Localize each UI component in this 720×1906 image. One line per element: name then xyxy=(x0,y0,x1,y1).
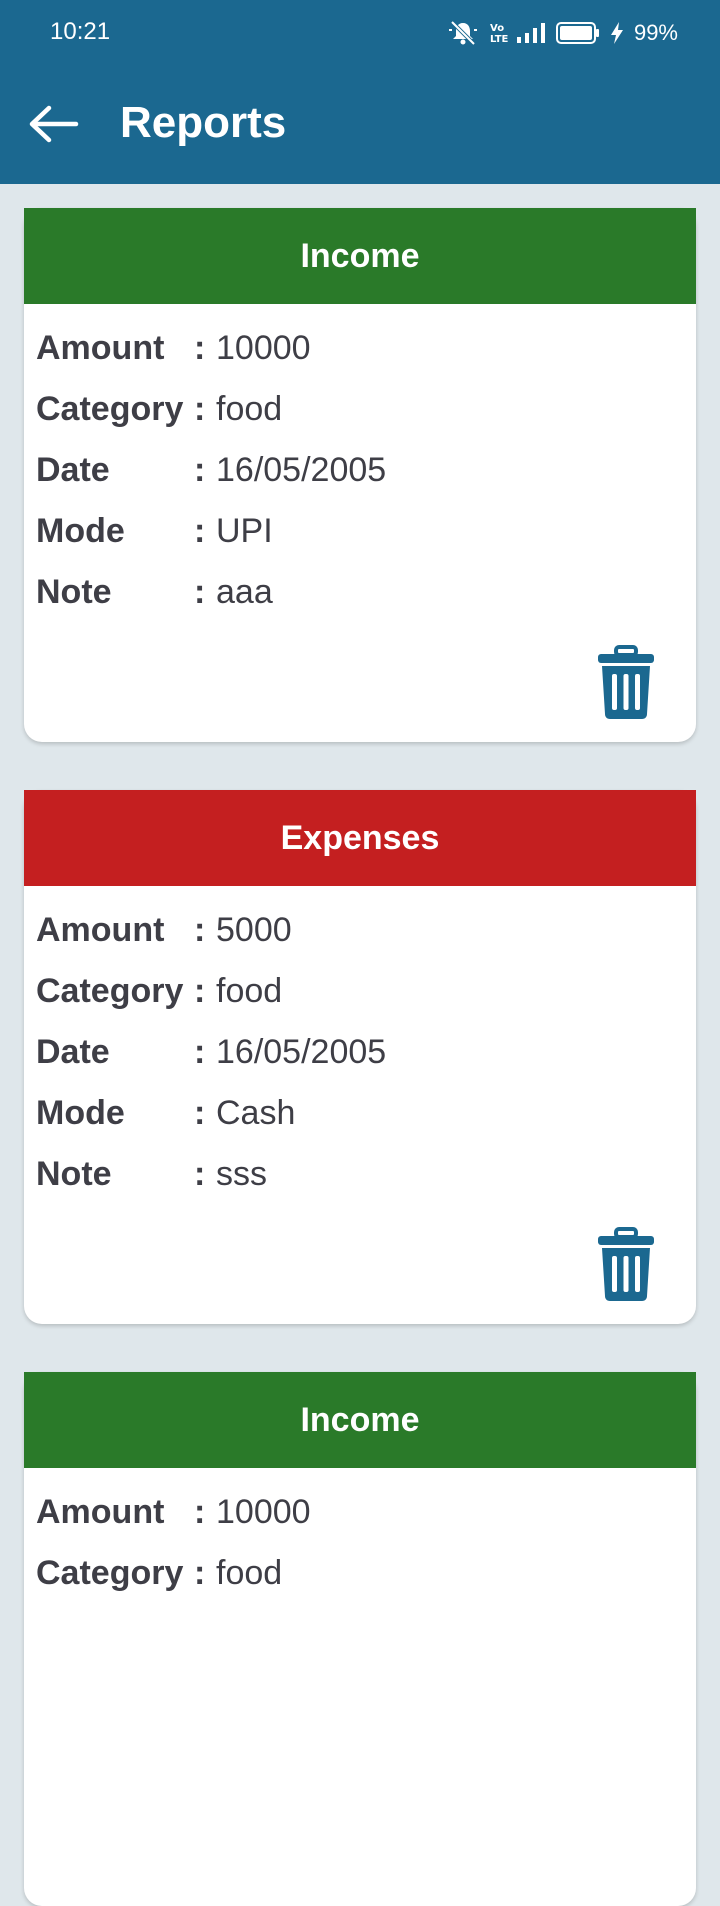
svg-text:LTE: LTE xyxy=(489,34,509,45)
charging-icon xyxy=(610,22,624,44)
note-label: Note xyxy=(36,573,112,611)
category-label: Category xyxy=(36,390,184,428)
separator: : xyxy=(194,1094,206,1132)
date-row xyxy=(36,440,684,501)
separator: : xyxy=(194,972,206,1010)
category-label: Category xyxy=(36,1554,184,1592)
category-value: food xyxy=(216,1554,283,1592)
report-type-header: Income xyxy=(24,208,696,304)
note-value: aaa xyxy=(216,573,273,611)
amount-value: 10000 xyxy=(216,1493,311,1531)
amount-row xyxy=(36,318,684,379)
mode-value: Cash xyxy=(216,1094,296,1132)
separator: : xyxy=(194,573,206,611)
trash-icon xyxy=(596,646,656,720)
report-card xyxy=(24,790,696,1324)
category-row xyxy=(36,961,684,1022)
separator: : xyxy=(194,329,206,367)
separator: : xyxy=(194,911,206,949)
report-card xyxy=(24,1372,696,1906)
note-row xyxy=(36,562,684,623)
separator: : xyxy=(194,1033,206,1071)
note-value: sss xyxy=(216,1155,267,1193)
mode-label: Mode xyxy=(36,1094,125,1132)
delete-button[interactable] xyxy=(596,646,656,720)
separator: : xyxy=(194,451,206,489)
status-icons xyxy=(448,18,678,48)
amount-row xyxy=(36,900,684,961)
top-bar xyxy=(0,0,720,184)
battery-icon xyxy=(556,22,600,44)
volte-icon xyxy=(488,21,509,45)
report-type-header: Expenses xyxy=(24,790,696,886)
category-value: food xyxy=(216,972,283,1010)
trash-icon xyxy=(596,1228,656,1302)
separator: : xyxy=(194,512,206,550)
category-label: Category xyxy=(36,972,184,1010)
signal-icon xyxy=(516,22,546,44)
mode-value: UPI xyxy=(216,512,273,550)
separator: : xyxy=(194,390,206,428)
reports-list[interactable] xyxy=(24,208,696,1612)
category-row xyxy=(36,379,684,440)
category-value: food xyxy=(216,390,283,428)
date-row xyxy=(36,1022,684,1083)
separator: : xyxy=(194,1554,206,1592)
note-row xyxy=(36,1144,684,1205)
back-button[interactable] xyxy=(26,100,80,148)
mode-label: Mode xyxy=(36,512,125,550)
svg-text:Vo: Vo xyxy=(489,23,505,34)
mode-row xyxy=(36,501,684,562)
mode-row xyxy=(36,1083,684,1144)
status-time: 10:21 xyxy=(50,18,111,45)
amount-label: Amount xyxy=(36,1493,165,1531)
page-title: Reports xyxy=(120,98,287,147)
battery-percentage: 99% xyxy=(633,20,678,45)
amount-value: 10000 xyxy=(216,329,311,367)
category-row xyxy=(36,1543,684,1604)
amount-label: Amount xyxy=(36,911,165,949)
separator: : xyxy=(194,1155,206,1193)
date-value: 16/05/2005 xyxy=(216,451,387,489)
date-label: Date xyxy=(36,451,110,489)
amount-label: Amount xyxy=(36,329,165,367)
amount-row xyxy=(36,1482,684,1543)
note-label: Note xyxy=(36,1155,112,1193)
date-label: Date xyxy=(36,1033,110,1071)
delete-button[interactable] xyxy=(596,1228,656,1302)
report-type-header: Income xyxy=(24,1372,696,1468)
separator: : xyxy=(194,1493,206,1531)
amount-value: 5000 xyxy=(216,911,292,949)
date-value: 16/05/2005 xyxy=(216,1033,387,1071)
mute-icon xyxy=(448,20,478,46)
report-card xyxy=(24,208,696,742)
arrow-left-icon xyxy=(27,104,79,144)
